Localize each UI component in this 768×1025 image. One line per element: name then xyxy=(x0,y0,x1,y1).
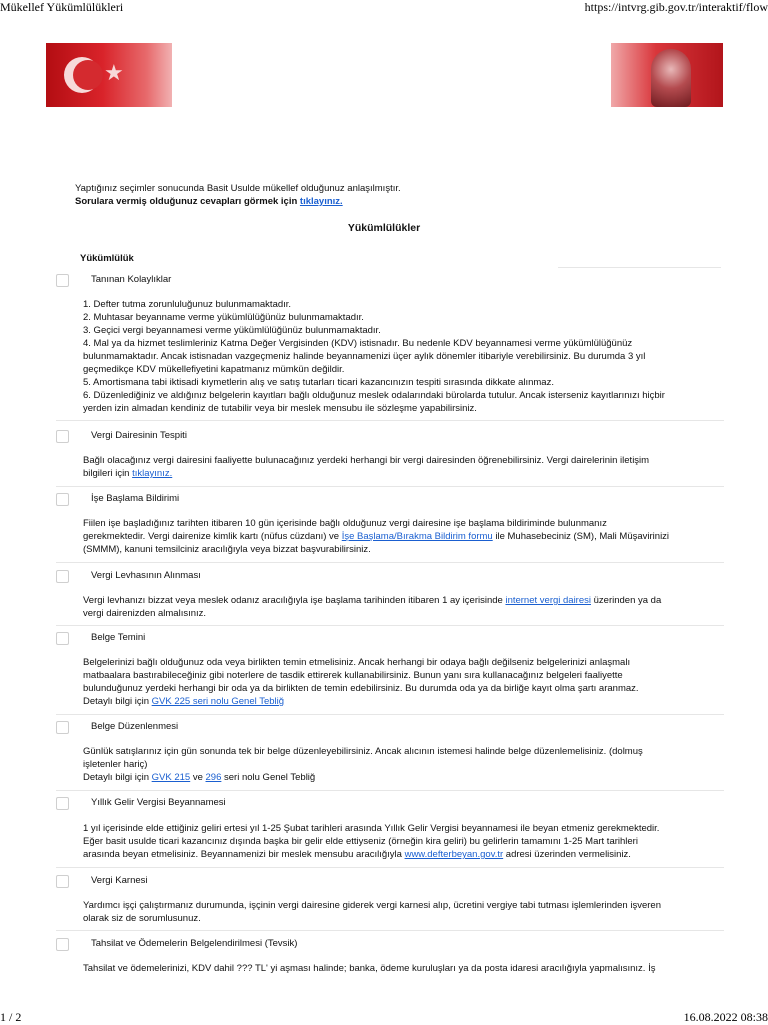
table-label: Yükümlülük xyxy=(80,253,134,264)
portrait-image xyxy=(651,49,691,107)
obligation-body: Yardımcı işçi çalıştırmanız durumunda, işçinin vergi dairesine giderek vergi karnesi alıp, ücretini vergiye tabi tutması işlemlerinden işveren olarak siz de sorumlusunuz. xyxy=(83,900,661,924)
obligation-body: 1. Defter tutma zorunluluğunuz bulunmamaktadır. 2. Muhtasar beyanname verme yükümlülüğünüz bulunmamaktadır. 3. Geçici vergi beyannamesi verme yükümlülüğünüz bulunmamaktadır. 4. Mal ya da hizmet teslimleriniz Katma Değer Vergisinden (KDV) istisnadır. Bu nedenle KDV beyannamesi verme yükümlülüğünüz bulunmamaktadır. Ancak istisnadan vazgeçmeniz halinde beyannamenizi üçer aylık dönemler itibariyle verebilirsiniz. Bu durumda 3 yıl geçmedikçe KDV mükellefiyetini kapatmanız mümkün değildir. 5. Amortismana tabi iktisadi kıymetlerin alış ve satış tutarları ticari kazancınızın tespiti sırasında dikkate alınmaz. 6. Düzenlediğiniz ve aldığınız belgelerin kayıtları bağlı olduğunuz meslek odalarındaki bürolarda tutulur. Ancak isterseniz kayıtlarınızı hiçbir yerden izin almadan kendiniz de tutabilir veya bir meslek mensubu ile sözleşme yapabilirsiniz. xyxy=(83,299,665,414)
divider xyxy=(56,930,724,931)
obligation-checkbox[interactable] xyxy=(56,570,69,583)
obligation-body: Vergi levhanızı bizzat veya meslek odanız aracılığıyla işe başlama tarihinden itibaren 1 ay içerisinde internet vergi dairesi üzerinden ya da vergi dairenizden almalısınız. xyxy=(83,595,662,619)
start-stop-form-link[interactable]: İşe Başlama/Bırakma Bildirim formu xyxy=(341,531,493,542)
divider xyxy=(56,562,724,563)
divider xyxy=(56,867,724,868)
star-icon: ★ xyxy=(104,61,124,86)
page-number: 1 / 2 xyxy=(0,1010,22,1024)
obligation-body: Fiilen işe başladığınız tarihten itibaren 10 gün içerisinde bağlı olduğunuz vergi dairesine işe başlama bildiriminde bulunmanız gerekmektedir. Vergi dairenize kimlik kartı (nüfus cüzdanı) ve İşe Başlama/Bırakma Bildirim formu ile Muhasebeciniz (SM), Mali Müşavirinizi (SMMM), kanuni temsilciniz aracılığıyla veya bizzat başvurabilirsiniz. xyxy=(83,518,670,555)
obligation-title: Vergi Dairesinin Tespiti xyxy=(91,430,187,441)
divider xyxy=(56,714,724,715)
obligation-body: Günlük satışlarınız için gün sonunda tek bir belge düzenleyebilirsiniz. Ancak alıcının istemesi halinde belge düzenlemelisiniz. (dolmuş işletenler hariç) Detaylı bilgi için GVK 215 ve 296 seri nolu Genel Tebliğ xyxy=(83,746,643,783)
intro-line1: Yaptığınız seçimler sonucunda Basit Usulde mükellef olduğunuz anlaşılmıştır. xyxy=(75,183,401,194)
print-header-title: Mükellef Yükümlülükleri xyxy=(0,0,124,14)
obligation-title: Belge Düzenlenmesi xyxy=(91,721,179,732)
obligation-checkbox[interactable] xyxy=(56,430,69,443)
obligation-title: Yıllık Gelir Vergisi Beyannamesi xyxy=(91,797,226,808)
obligation-checkbox[interactable] xyxy=(56,797,69,810)
defterbeyan-link[interactable]: www.defterbeyan.gov.tr xyxy=(404,849,504,860)
divider xyxy=(56,420,724,421)
intro-text xyxy=(75,182,401,208)
obligation-checkbox[interactable] xyxy=(56,632,69,645)
answers-link[interactable]: tıklayınız. xyxy=(299,196,343,207)
obligation-body: Bağlı olacağınız vergi dairesini faaliyette bulunacağınız yerdeki herhangi bir vergi dairesinden öğrenebilirsiniz. Vergi dairelerinin iletişim bilgileri için tıklayınız. xyxy=(83,455,650,479)
obligation-title: Belge Temini xyxy=(91,632,146,643)
turkish-flag-banner xyxy=(46,43,172,107)
section-title: Yükümlülükler xyxy=(347,222,421,234)
portrait-banner xyxy=(611,43,723,107)
obligation-body: 1 yıl içerisinde elde ettiğiniz geliri ertesi yıl 1-25 Şubat tarihleri arasında Yıllık Gelir Vergisi beyannamesi ile beyan etmeniz gerekmektedir. Eğer basit usulde ticari kazancınız dışında başka bir gelir elde ettiyseniz (örneğin kira geliri) bu gelirlerin tamamını 1-25 Mart tarihleri arasında beyan etmelisiniz. Beyannamenizi bir meslek mensubu aracılığıyla www.defterbeyan.gov.tr adresi üzerinden vermelisiniz. xyxy=(83,823,660,860)
gvk-215-link[interactable]: GVK 215 xyxy=(151,772,191,783)
print-header xyxy=(0,0,768,14)
obligation-title: Vergi Karnesi xyxy=(91,875,148,886)
divider xyxy=(56,486,724,487)
gvk-225-link[interactable]: GVK 225 seri nolu Genel Tebliğ xyxy=(151,696,285,707)
obligation-checkbox[interactable] xyxy=(56,938,69,951)
print-footer xyxy=(0,1010,768,1024)
obligation-checkbox[interactable] xyxy=(56,721,69,734)
divider xyxy=(558,267,721,268)
obligation-checkbox[interactable] xyxy=(56,875,69,888)
divider xyxy=(56,790,724,791)
obligation-body: Tahsilat ve ödemelerinizi, KDV dahil ??? TL' yi aşması halinde; banka, ödeme kuruluşları ya da posta idaresi aracılığıyla yapmalısınız. İş xyxy=(83,963,656,974)
obligation-title: Vergi Levhasının Alınması xyxy=(91,570,201,581)
intro-line2: Sorulara vermiş olduğunuz cevapları görmek için tıklayınız. xyxy=(75,196,343,207)
internet-tax-office-link[interactable]: internet vergi dairesi xyxy=(505,595,591,606)
obligation-title: Tahsilat ve Ödemelerin Belgelendirilmesi (Tevsik) xyxy=(91,938,298,949)
divider xyxy=(56,625,724,626)
tax-office-contacts-link[interactable]: tıklayınız. xyxy=(132,468,173,479)
print-datetime: 16.08.2022 08:38 xyxy=(683,1010,768,1024)
gvk-296-link[interactable]: 296 xyxy=(205,772,222,783)
obligation-body: Belgelerinizi bağlı olduğunuz oda veya birlikten temin etmelisiniz. Ancak herhangi bir odaya bağlı değilseniz belgelerinizi anlaşmalı matbaalara bastırabileceğiniz gibi noterlere de tasdik ettirerek kullanabilirsiniz. Bunun yanı sıra kullanacağınız belgeleri faaliyette bulunduğunuz yerdeki herhangi bir oda ya da birlikten de temin edebilirsiniz. Bu durumda oda ya da birliğe kayıt olma şartı aranmaz. Detaylı bilgi için GVK 225 seri nolu Genel Tebliğ xyxy=(83,657,639,707)
obligation-title: Tanınan Kolaylıklar xyxy=(91,274,172,285)
print-header-url: https://intvrg.gib.gov.tr/interaktif/flow xyxy=(584,0,768,14)
obligation-checkbox[interactable] xyxy=(56,274,69,287)
obligation-checkbox[interactable] xyxy=(56,493,69,506)
obligation-title: İşe Başlama Bildirimi xyxy=(91,493,180,504)
